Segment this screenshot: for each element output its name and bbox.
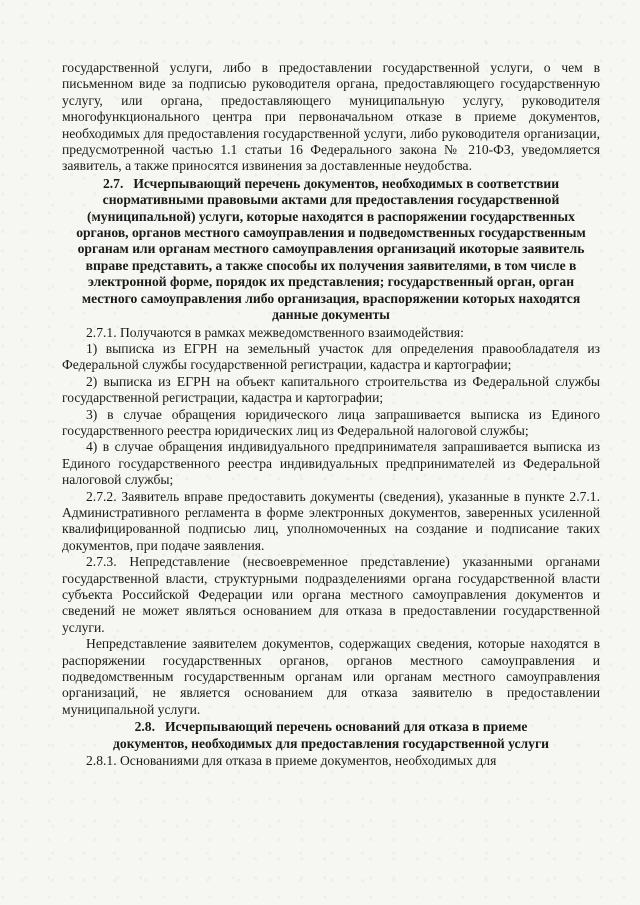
document-body xyxy=(62,60,600,769)
list-item-2: 2) выписка из ЕГРН на объект капитального строительства из Федеральной службы государственной регистрации, кадастра и картографии; xyxy=(62,373,600,406)
section-title: Исчерпывающий перечень документов, необходимых в соответствии снормативными правовыми актами для предоставления государственной (муниципальной) услуги, которые находятся в распоряжении государственных органов, органов местного самоуправления и подведомственных государственным органам или органам местного самоуправления организаций икоторые заявитель вправе представить, а также способы их получения заявителями, в том числе в электронной форме, порядок их представления; государственный орган, орган местного самоуправления либо организация, враспоряжении которых находятся данные документы xyxy=(76,175,586,323)
paragraph-2-7-2: 2.7.2. Заявитель вправе предоставить документы (сведения), указанные в пункте 2.7.1. Административного регламента в форме электронных документов, заверенных усиленной квалифицированной подписью лиц, уполномоченных на создание и подписание таких документов, при подаче заявления. xyxy=(62,488,600,553)
section-number: 2.8. xyxy=(134,719,155,735)
section-heading-2-8 xyxy=(62,719,600,752)
section-title: Исчерпывающий перечень оснований для отказа в приеме документов, необходимых для предоставления государственной услуги xyxy=(113,719,549,751)
paragraph-2-7-3-continued: Непредставление заявителем документов, содержащих сведения, которые находятся в распоряжении государственных органов, органов местного самоуправления и подведомственным государственным органам или органам местного самоуправления организаций, не является основанием для отказа заявителю в предоставлении муниципальной услуги. xyxy=(62,636,600,717)
paragraph-2-7-3: 2.7.3. Непредставление (несвоевременное представление) указанными органами государственной власти, структурными подразделениями органа государственной власти субъекта Российской Федерации или органа местного самоуправления документов и сведений не может являться основанием для отказа в предоставлении государственной услуги. xyxy=(62,554,600,635)
list-item-3: 3) в случае обращения юридического лица запрашивается выписка из Единого государственного реестра юридических лиц из Федеральной налоговой службы; xyxy=(62,406,600,438)
paragraph-2-8-1: 2.8.1. Основаниями для отказа в приеме документов, необходимых для xyxy=(86,753,497,769)
section-number: 2.7. xyxy=(102,175,124,191)
list-item-4: 4) в случае обращения индивидуального предпринимателя запрашивается выписка из Единого государственного реестра индивидуальных предпринимателей из Федеральной налоговой службы; xyxy=(62,439,600,488)
list-item-1: 1) выписка из ЕГРН на земельный участок для определения правообладателя из Федеральной службы государственной регистрации, кадастра и картографии; xyxy=(62,340,600,373)
section-heading-2-7 xyxy=(62,176,600,324)
paragraph-continuation: государственной услуги, либо в предоставлении государственной услуги, о чем в письменном виде за подписью руководителя органа, предоставляющего государственную услугу, или органа, предоставляющего муниципальную услугу, руководителя многофункционального центра при первоначальном отказе в приеме документов, необходимых для предоставления государственной услуги, либо руководителя организации, предусмотренной частью 1.1 статьи 16 Федерального закона № 210-ФЗ, уведомляется заявитель, а также приносятся извинения за доставленные неудобства. xyxy=(62,60,600,174)
paragraph-2-7-1: 2.7.1. Получаются в рамках межведомственного взаимодействия: xyxy=(86,324,464,340)
